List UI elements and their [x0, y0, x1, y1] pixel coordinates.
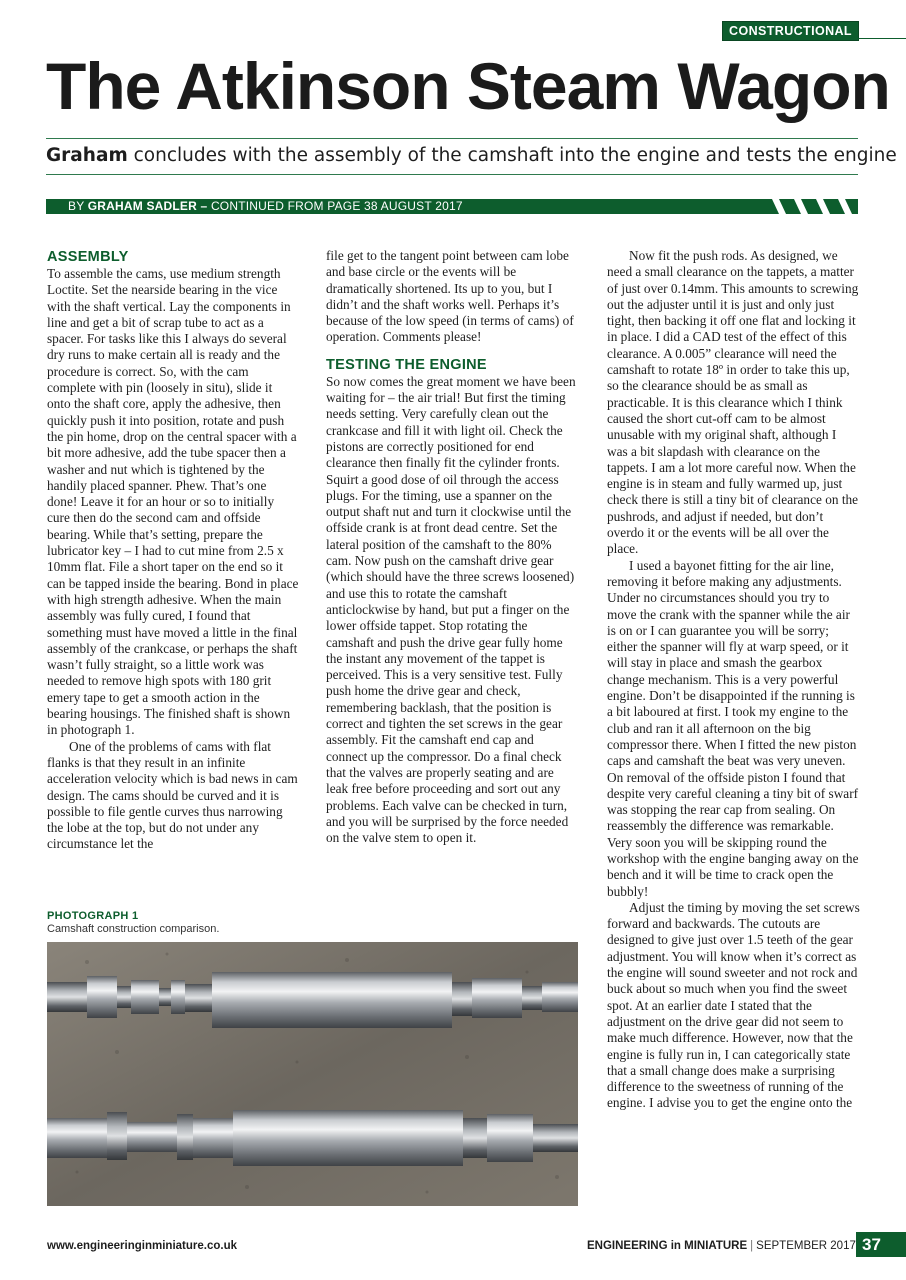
footer-magazine — [587, 1240, 856, 1252]
standfirst-text: concludes with the assembly of the camshaft into the engine and tests the engine — [127, 145, 897, 166]
paragraph: Now fit the push rods. As designed, we need a small clearance on the tappets, a matter of just over 0.14mm. This amounts to screwing out the adjuster until it is just and only just tight, then backing it off one flat and locking it in place. I did a CAD test of the effect of this clearance. A 0.005” clearance will need the camshaft to rotate 18º in order to take this up, so the clearance should be as small as practicable. It is this clearance which I think caused the short cut-off cam to be almost unusable with my original shaft, although I was a bit slapdash with clearance on the tappets. I am a lot more careful now. When the engine is in steam and fully warmed up, just check there is still a tiny bit of clearance on the pushrods, and adjust if needed, but don’t overdo it or the events will be all over the place. — [607, 248, 859, 557]
byline-continued: CONTINUED FROM PAGE 38 AUGUST 2017 — [207, 199, 463, 213]
photo-label: PHOTOGRAPH 1 — [47, 910, 139, 922]
column-3 — [607, 248, 860, 1112]
footer-issue: SEPTEMBER 2017 — [756, 1240, 856, 1252]
slash-stripes-icon — [768, 199, 858, 214]
article-title: The Atkinson Steam Wagon — [46, 49, 890, 123]
footer-separator: | — [750, 1240, 754, 1252]
paragraph: Adjust the timing by moving the set screws forward and backwards. The cutouts are designed to give just over 1.5 teeth of the gear adjustment. You will know when it’s correct as the engine will sound sweeter and not rock and buck about so much when you find the sweet spot. At an earlier date I stated that the adjustment on the drive gear did not seem to make much difference. However, now that the engine is fully run in, I can categorically state that a small change does make a surprising difference to the sweetness of running of the engine. I advise you to get the engine onto the — [607, 899, 860, 1111]
photo-caption: Camshaft construction comparison. — [47, 923, 220, 935]
byline — [68, 199, 463, 214]
column-2 — [326, 248, 578, 846]
paragraph: file get to the tangent point between cam lobe and base circle or the events will be dramatically shortened. Its up to you, but I didn’t and the shaft works well. Perhaps it’s because of the low speed (in terms of cams) of operation. Comments please! — [326, 248, 574, 345]
column-1 — [47, 248, 299, 853]
paragraph: One of the problems of cams with flat flanks is that they result in an infinite acceleration velocity which is bad news in cam design. The cams should be curved and it is possible to file gentle curves thus narrowing the lobe at the top, but do not under any circumstance let the — [47, 738, 298, 852]
byline-bar — [46, 199, 858, 214]
byline-author: GRAHAM SADLER – — [87, 199, 208, 213]
standfirst — [46, 144, 897, 168]
standfirst-rule-bottom — [46, 174, 858, 175]
page-number: 37 — [856, 1232, 906, 1257]
standfirst-rule-top — [46, 138, 858, 139]
badge-rule — [857, 38, 906, 39]
camshaft-illustration — [47, 942, 578, 1206]
paragraph: So now comes the great moment we have been waiting for – the air trial! But first the timing needs setting. Very carefully clean out the crankcase and fill it with light oil. Check the pistons are correctly positioned for end clearance then finally fit the cylinder fronts. Squirt a good dose of oil through the access plugs. For the timing, use a spanner on the output shaft nut and turn it clockwise until the offside crank is at front dead centre. Set the lateral position of the camshaft to the 80% cam. Now push on the camshaft drive gear (which should have the three screws loosened) and use this to rotate the camshaft anticlockwise by hand, but put a finger on the lower offside tappet. Stop rotating the camshaft and push the drive gear fully home the instant any movement of the tappet is perceived. This is a very sensitive test. Fully push home the drive gear and check, remembering backlash, that the position is correct and tighten the set screws in the gear assembly. Fit the camshaft end cap and connect up the compressor. Do a final check that the valves are properly seating and are leak free before proceeding and sort out any problems. Each valve can be checked in turn, and you will be surprised by the force needed on the valve stem to open it. — [326, 373, 576, 846]
camshaft-photograph — [47, 942, 578, 1206]
paragraph: To assemble the cams, use medium strength Loctite. Set the nearside bearing in the vice with the shaft vertical. Lay the components in line and get a bit of scrap tube to act as a spacer. For tasks like this I always do several dry runs to make certain all is ready and the procedure is correct. So, with the cam complete with pin (loosely in situ), slide it onto the shaft core, apply the adhesive, then quickly push it into position, rotate and push the pin home, drop on the central spacer with a bit more adhesive, add the tube spacer then a washer and nut which is tightened by the handily placed spanner. Phew. That’s one done! Leave it for an hour or so to initially cure then do the second cam and offside bearing. While that’s setting, prepare the lubricator key – I had to cut mine from 2.5 x 10mm flat. File a short taper on the end so it can be tapped inside the bearing. Bond in place with high strength adhesive. When the main assembly was fully cured, I found that something must have moved a little in the final assembly of the crankcase, or perhaps the shaft wasn’t fully straight, so a little work was needed to remove high spots with 180 grit emery tape to get a smooth action in the bearing housings. The finished shaft is shown in photograph 1. — [47, 266, 299, 738]
paragraph: I used a bayonet fitting for the air line, removing it before making any adjustments. Under no circumstances should you try to move the crank with the spanner while the air is on or I can guarantee you will be sorry; either the spanner will fly at warp speed, or it will stay in place and smash the gearbox change mechanism. This is a very powerful engine. Don’t be disappointed if the running is a bit laboured at first. I took my engine to the club and ran it all afternoon on the big compressor there. When I fitted the new piston caps and camshaft the beat was very uneven. On removal of the offside piston I found that despite very careful cleaning a tiny bit of swarf was stopping the rear cap from sealing. On reassembly the difference was remarkable. Very soon you will be skipping round the workshop with the engine banging away on the bench and it will be time to crack open the bubbly! — [607, 557, 859, 899]
section-badge: CONSTRUCTIONAL — [722, 21, 859, 41]
footer-magazine-name: ENGINEERING in MINIATURE — [587, 1240, 748, 1252]
heading-testing-the-engine: TESTING THE ENGINE — [326, 356, 487, 373]
standfirst-author: Graham — [46, 145, 128, 166]
heading-assembly: ASSEMBLY — [47, 249, 129, 265]
footer-url-link[interactable]: www.engineeringinminiature.co.uk — [47, 1240, 237, 1252]
byline-prefix: BY — [68, 199, 88, 213]
